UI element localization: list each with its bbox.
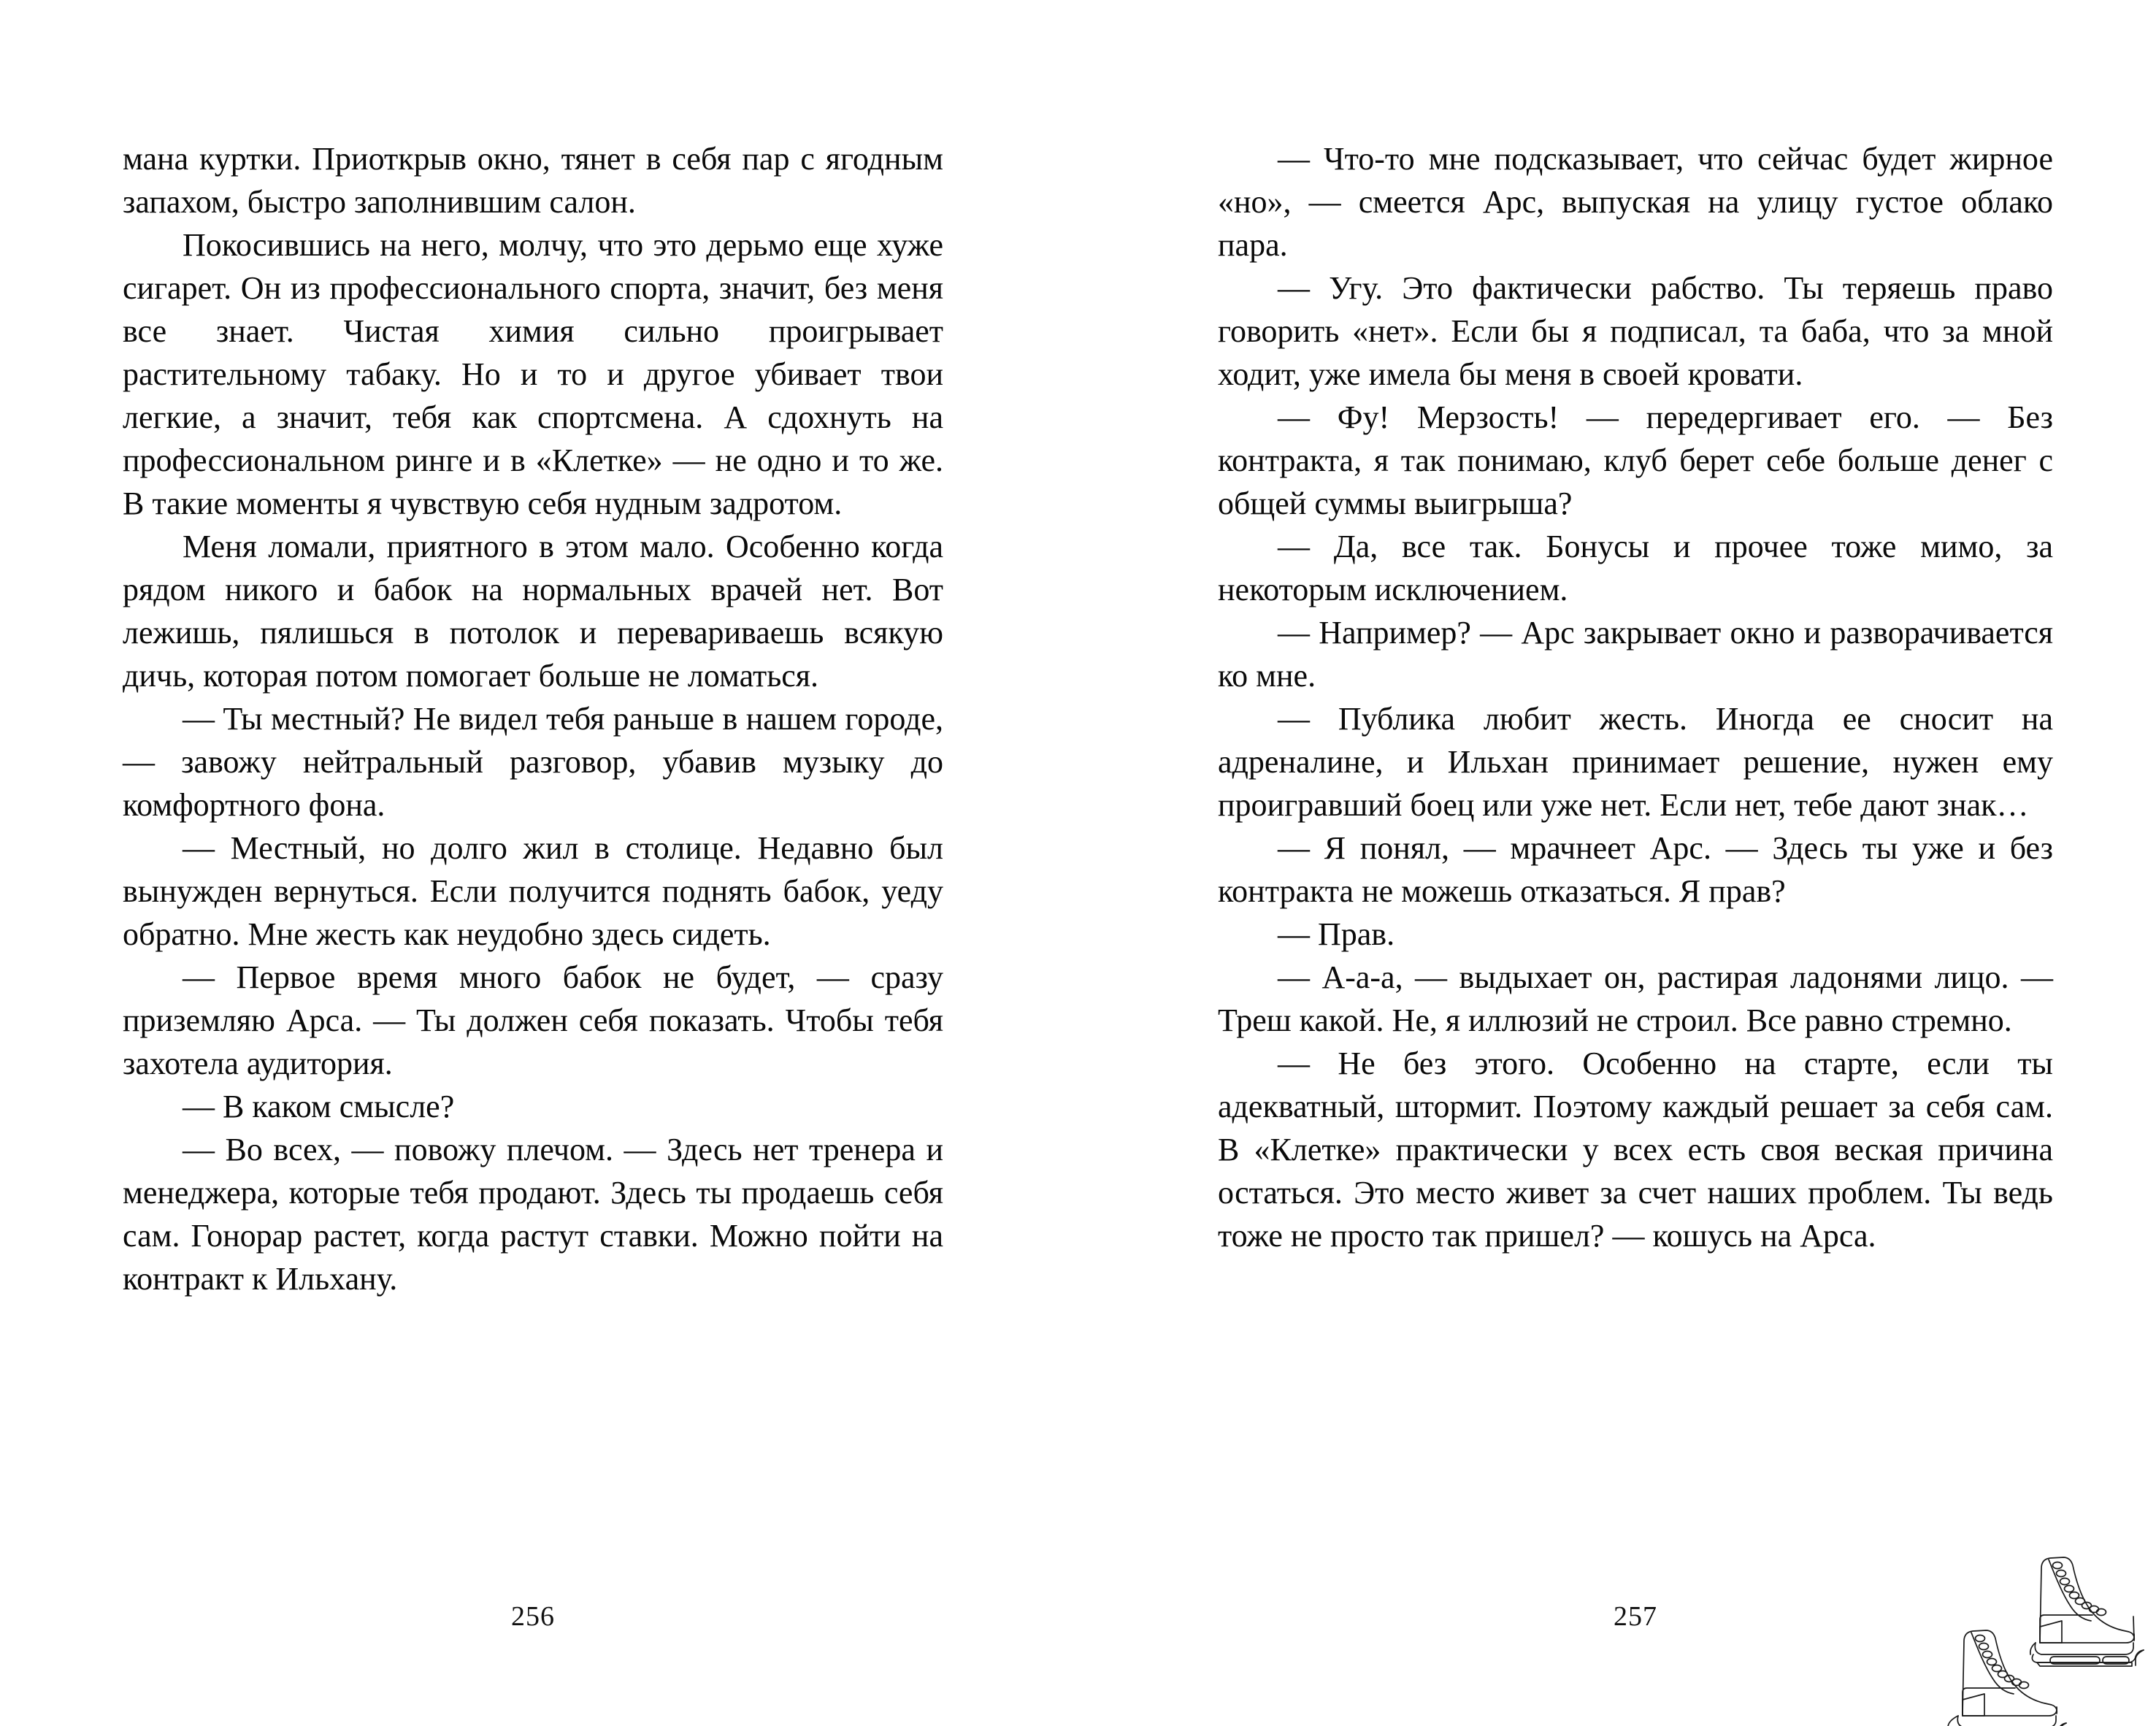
paragraph: — Местный, но долго жил в столице. Недавно был вынужден вернуться. Если получится поднять бабок, уеду обратно. Мне жесть как неудобно здесь сидеть.: [123, 830, 943, 952]
page-number-left: 256: [511, 1601, 555, 1632]
page-number-right: 257: [1614, 1601, 1657, 1632]
left-page-textblock: [123, 137, 943, 1300]
paragraph: — Что-то мне подсказывает, что сейчас будет жирное «но», — смеется Арс, выпуская на улицу густое облако пара.: [1218, 141, 2053, 263]
paragraph: — Да, все так. Бонусы и прочее тоже мимо, за некоторым исключением.: [1218, 529, 2053, 607]
paragraph: — Во всех, — повожу плечом. — Здесь нет тренера и менеджера, которые тебя продают. Здесь ты продаешь себя сам. Гонорар растет, когда растут ставки. Можно пойти на контракт к Ильхану.: [123, 1132, 943, 1297]
paragraph: — А-а-а, — выдыхает он, растирая ладонями лицо. — Треш какой. Не, я иллюзий не строил. Все равно стремно.: [1218, 959, 2053, 1038]
right-page-textblock: [1218, 137, 2053, 1257]
paragraph: — Фу! Мерзость! — передергивает его. — Без контракта, я так понимаю, клуб берет себе больше денег с общей суммы выигрыша?: [1218, 399, 2053, 521]
paragraph: — Публика любит жесть. Иногда ее сносит на адреналине, и Ильхан принимает решение, нужен ему проигравший боец или уже нет. Если нет, тебе дают знак…: [1218, 701, 2053, 823]
paragraph: — Прав.: [1278, 916, 1395, 952]
paragraph: Меня ломали, приятного в этом мало. Особенно когда рядом никого и бабок на нормальных врачей нет. Вот лежишь, пялишься в потолок и перевариваешь всякую дичь, которая потом помогает больше не ломаться.: [123, 529, 943, 694]
page-right: [1078, 0, 2156, 1725]
paragraph: — Я понял, — мрачнеет Арс. — Здесь ты уже и без контракта не можешь отказаться. Я прав?: [1218, 830, 2053, 909]
paragraph: — В каком смысле?: [183, 1089, 455, 1124]
paragraph: — Ты местный? Не видел тебя раньше в нашем городе, — завожу нейтральный разговор, убавив музыку до комфортного фона.: [123, 701, 943, 823]
paragraph: — Угу. Это фактически рабство. Ты теряешь право говорить «нет». Если бы я подписал, та баба, что за мной ходит, уже имела бы меня в своей кровати.: [1218, 270, 2053, 392]
paragraph: Покосившись на него, молчу, что это дерьмо еще хуже сигарет. Он из профессионального спорта, значит, без меня все знает. Чистая химия сильно проигрывает растительному табаку. Но и то и другое убивает твои легкие, а значит, тебя как спортсмена. А сдохнуть на профессиональном ринге и в «Клетке» — не одно и то же. В такие моменты я чувствую себя нудным задротом.: [123, 227, 943, 521]
paragraph: — Первое время много бабок не будет, — сразу приземляю Арса. — Ты должен себя показать. Чтобы тебя захотела аудитория.: [123, 959, 943, 1081]
paragraph: мана куртки. Приоткрыв окно, тянет в себя пар с ягодным запахом, быстро заполнившим салон.: [123, 141, 943, 220]
paragraph: — Не без этого. Особенно на старте, если ты адекватный, штормит. Поэтому каждый решает за себя сам. В «Клетке» практически у всех есть своя веская причина остаться. Это место живет за счет наших проблем. Ты ведь тоже не просто так пришел? — кошусь на Арса.: [1218, 1046, 2053, 1254]
page-left: [0, 0, 1078, 1725]
paragraph: — Например? — Арс закрывает окно и разворачивается ко мне.: [1218, 615, 2053, 694]
